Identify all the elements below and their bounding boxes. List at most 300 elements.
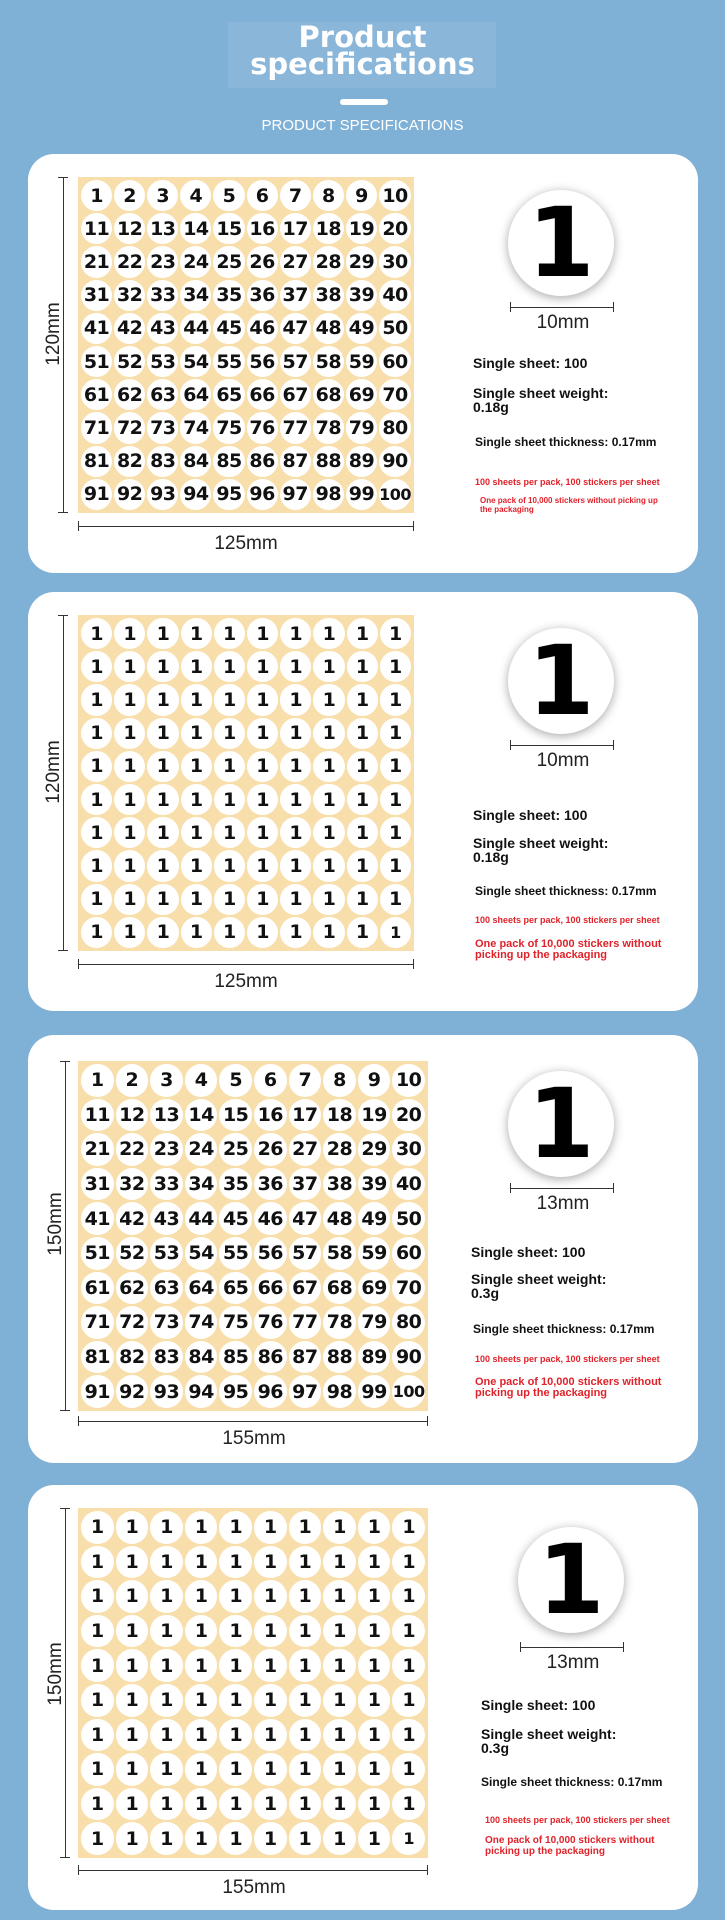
sticker-dot: 22 xyxy=(116,1133,149,1166)
dimension-tick xyxy=(78,521,79,531)
sticker-dot: 1 xyxy=(254,1822,287,1855)
page-title xyxy=(0,20,725,81)
sticker-sheet xyxy=(78,1508,428,1858)
dimension-tick xyxy=(60,1508,70,1509)
width-label: 125mm xyxy=(214,533,278,554)
sticker-dot: 1 xyxy=(81,1684,114,1717)
diameter-label: 10mm xyxy=(536,750,590,771)
sticker-dot: 1 xyxy=(247,784,278,815)
sticker-dot: 17 xyxy=(289,1099,322,1132)
sticker-dot: 1 xyxy=(81,1788,114,1821)
pack-note: 100 sheets per pack, 100 stickers per sheet xyxy=(475,477,660,487)
sticker-dot: 43 xyxy=(150,1202,183,1235)
pack-total: One pack of 10,000 stickers without picking up the packaging xyxy=(485,1835,655,1857)
sticker-dot: 58 xyxy=(323,1237,356,1270)
dimension-tick xyxy=(427,1865,428,1875)
sticker-dot: 1 xyxy=(219,1788,252,1821)
sticker-dot: 1 xyxy=(358,1822,391,1855)
sticker-dot: 39 xyxy=(346,280,377,311)
sticker-dot: 1 xyxy=(214,751,245,782)
sticker-dot: 70 xyxy=(379,379,411,410)
weight-value: 0.18g xyxy=(473,399,509,415)
sticker-dot: 1 xyxy=(150,1684,183,1717)
sticker-dot: 1 xyxy=(289,1649,322,1682)
sticker-dot: 95 xyxy=(219,1375,252,1408)
pack-total: One pack of 10,000 stickers without picking up the packaging xyxy=(475,1376,662,1399)
sticker-dot: 1 xyxy=(81,618,112,649)
weight-label: Single sheet weight: xyxy=(473,385,609,401)
sticker-dot: 1 xyxy=(358,1546,391,1579)
sticker-dot: 80 xyxy=(392,1306,425,1339)
height-label: 150mm xyxy=(45,1192,66,1256)
sticker-dot: 1 xyxy=(181,718,212,749)
sticker-dot: 1 xyxy=(114,884,145,915)
sticker-dot: 1 xyxy=(214,784,245,815)
sticker-dot: 1 xyxy=(380,784,411,815)
sticker-dot: 1 xyxy=(150,1615,183,1648)
sticker-dot: 1 xyxy=(392,1753,425,1786)
dimension-tick xyxy=(78,1865,79,1875)
sticker-dot: 1 xyxy=(347,884,378,915)
sticker-dot: 54 xyxy=(180,346,211,377)
sticker-dot: 57 xyxy=(280,346,311,377)
sticker-dot: 1 xyxy=(392,1511,425,1544)
sticker-dot: 4 xyxy=(185,1064,218,1097)
sticker-dot: 13 xyxy=(150,1099,183,1132)
sticker-dot: 8 xyxy=(313,180,344,211)
diameter-line xyxy=(510,745,614,746)
sticker-dot: 65 xyxy=(219,1272,252,1305)
sticker-dot: 50 xyxy=(379,313,411,344)
sticker-dot: 31 xyxy=(81,1168,114,1201)
sticker-dot: 10 xyxy=(379,180,411,211)
sticker-dot: 1 xyxy=(254,1684,287,1717)
sticker-dot: 33 xyxy=(150,1168,183,1201)
sticker-dot: 1 xyxy=(323,1788,356,1821)
sticker-dot: 1 xyxy=(147,618,178,649)
pack-note: 100 sheets per pack, 100 stickers per sheet xyxy=(475,1354,660,1364)
sticker-dot: 1 xyxy=(289,1511,322,1544)
sticker-dot: 1 xyxy=(81,180,112,211)
sticker-sheet xyxy=(78,177,414,513)
sticker-dot: 46 xyxy=(254,1202,287,1235)
sticker-dot: 87 xyxy=(280,446,311,477)
sticker-dot: 1 xyxy=(116,1580,149,1613)
sticker-dot: 1 xyxy=(380,684,411,715)
sticker-dot: 1 xyxy=(280,850,311,881)
sticker-dot: 3 xyxy=(147,180,178,211)
sticker-dot: 69 xyxy=(346,379,377,410)
sticker-dot: 1 xyxy=(358,1684,391,1717)
sheet-count: Single sheet: 100 xyxy=(473,807,588,823)
sticker-dot: 10 xyxy=(392,1064,425,1097)
sticker-dot: 73 xyxy=(150,1306,183,1339)
width-dimension-line xyxy=(78,1870,428,1871)
sticker-dot: 98 xyxy=(323,1375,356,1408)
sticker-dot: 63 xyxy=(147,379,178,410)
sticker-dot: 61 xyxy=(81,1272,114,1305)
sticker-dot: 1 xyxy=(392,1546,425,1579)
sticker-dot: 1 xyxy=(147,817,178,848)
sticker-dot: 24 xyxy=(185,1133,218,1166)
sticker-dot: 75 xyxy=(213,412,244,443)
sticker-dot: 21 xyxy=(81,1133,114,1166)
sticker-dot: 18 xyxy=(323,1099,356,1132)
sticker-dot: 1 xyxy=(150,1753,183,1786)
sticker-dot: 12 xyxy=(116,1099,149,1132)
sticker-dot: 77 xyxy=(280,412,311,443)
sticker-dot: 21 xyxy=(81,246,112,277)
sticker-dot: 51 xyxy=(81,346,112,377)
sticker-dot: 87 xyxy=(289,1341,322,1374)
sticker-dot: 1 xyxy=(347,817,378,848)
sticker-dot: 1 xyxy=(313,718,344,749)
sticker-dot: 1 xyxy=(181,651,212,682)
sticker-dot: 97 xyxy=(289,1375,322,1408)
sticker-dot: 1 xyxy=(280,684,311,715)
sticker-dot: 1 xyxy=(214,651,245,682)
sticker-dot: 86 xyxy=(254,1341,287,1374)
diameter-label: 13mm xyxy=(546,1652,600,1673)
sticker-dot: 43 xyxy=(147,313,178,344)
diameter-line xyxy=(510,1188,614,1189)
sticker-dot: 1 xyxy=(323,1822,356,1855)
height-label: 150mm xyxy=(45,1642,66,1706)
sticker-dot: 7 xyxy=(289,1064,322,1097)
sticker-dot: 76 xyxy=(247,412,278,443)
dimension-tick xyxy=(60,1061,70,1062)
sticker-dot: 5 xyxy=(213,180,244,211)
sticker-dot: 65 xyxy=(213,379,244,410)
sticker-dot: 74 xyxy=(180,412,211,443)
sticker-dot: 1 xyxy=(247,718,278,749)
sticker-dot: 7 xyxy=(280,180,311,211)
sticker-dot: 1 xyxy=(289,1546,322,1579)
sheet-thickness: Single sheet thickness: 0.17mm xyxy=(473,1322,655,1336)
sticker-dot: 54 xyxy=(185,1237,218,1270)
sticker-dot: 1 xyxy=(181,884,212,915)
sticker-dot: 56 xyxy=(247,346,278,377)
sticker-dot: 85 xyxy=(219,1341,252,1374)
sticker-dot: 1 xyxy=(147,917,178,948)
sticker-dot: 1 xyxy=(181,684,212,715)
sticker-dot: 94 xyxy=(180,479,211,510)
sticker-dot: 1 xyxy=(147,718,178,749)
sticker-dot: 1 xyxy=(380,718,411,749)
sheet-count: Single sheet: 100 xyxy=(481,1697,596,1713)
spec-card-1 xyxy=(28,154,698,573)
sticker-dot: 1 xyxy=(323,1649,356,1682)
sticker-dot: 100 xyxy=(392,1375,425,1408)
sticker-dot: 1 xyxy=(185,1615,218,1648)
sticker-dot: 67 xyxy=(280,379,311,410)
sticker-dot: 1 xyxy=(114,917,145,948)
sticker-dot: 1 xyxy=(247,684,278,715)
sticker-dot: 1 xyxy=(313,618,344,649)
sticker-dot: 38 xyxy=(323,1168,356,1201)
spec-card-4 xyxy=(28,1485,698,1910)
sticker-dot: 1 xyxy=(392,1719,425,1752)
sticker-sheet xyxy=(78,615,414,951)
sticker-dot: 1 xyxy=(323,1615,356,1648)
sticker-dot: 1 xyxy=(181,784,212,815)
sticker-dot: 76 xyxy=(254,1306,287,1339)
sticker-dot: 28 xyxy=(313,246,344,277)
sticker-dot: 52 xyxy=(116,1237,149,1270)
sticker-dot: 34 xyxy=(180,280,211,311)
sticker-dot: 74 xyxy=(185,1306,218,1339)
sticker-dot: 29 xyxy=(346,246,377,277)
sticker-dot: 1 xyxy=(116,1753,149,1786)
sample-sticker: 1 xyxy=(508,190,614,296)
sticker-dot: 1 xyxy=(347,751,378,782)
sticker-dot: 1 xyxy=(181,751,212,782)
sticker-dot: 84 xyxy=(185,1341,218,1374)
sticker-dot: 1 xyxy=(247,751,278,782)
sticker-dot: 20 xyxy=(379,213,411,244)
sticker-dot: 97 xyxy=(280,479,311,510)
sticker-dot: 36 xyxy=(247,280,278,311)
sticker-dot: 47 xyxy=(289,1202,322,1235)
sticker-dot: 1 xyxy=(323,1684,356,1717)
sticker-dot: 96 xyxy=(247,479,278,510)
sticker-dot: 90 xyxy=(379,446,411,477)
sticker-dot: 68 xyxy=(323,1272,356,1305)
sticker-dot: 26 xyxy=(247,246,278,277)
sticker-dot: 62 xyxy=(114,379,145,410)
title-underline xyxy=(340,99,388,105)
sticker-dot: 1 xyxy=(280,751,311,782)
sheet-thickness: Single sheet thickness: 0.17mm xyxy=(475,884,657,898)
sticker-dot: 32 xyxy=(116,1168,149,1201)
sample-sticker: 1 xyxy=(508,1071,614,1177)
sticker-dot: 1 xyxy=(116,1719,149,1752)
sticker-dot: 1 xyxy=(147,850,178,881)
sticker-dot: 1 xyxy=(114,651,145,682)
sticker-dot: 1 xyxy=(219,1511,252,1544)
weight-value: 0.18g xyxy=(473,849,509,865)
dimension-tick xyxy=(510,1183,511,1193)
sticker-dot: 1 xyxy=(247,618,278,649)
sticker-dot: 52 xyxy=(114,346,145,377)
dimension-tick xyxy=(427,1416,428,1426)
sticker-dot: 1 xyxy=(219,1719,252,1752)
sticker-dot: 40 xyxy=(392,1168,425,1201)
dimension-tick xyxy=(413,521,414,531)
sticker-dot: 78 xyxy=(323,1306,356,1339)
sticker-dot: 42 xyxy=(116,1202,149,1235)
sticker-dot: 99 xyxy=(346,479,377,510)
sticker-dot: 8 xyxy=(323,1064,356,1097)
diameter-label: 13mm xyxy=(536,1193,590,1214)
sticker-dot: 1 xyxy=(214,917,245,948)
sticker-dot: 1 xyxy=(219,1649,252,1682)
sticker-dot: 9 xyxy=(358,1064,391,1097)
sticker-dot: 45 xyxy=(213,313,244,344)
sticker-dot: 1 xyxy=(313,784,344,815)
sticker-dot: 64 xyxy=(185,1272,218,1305)
sticker-dot: 1 xyxy=(185,1753,218,1786)
sticker-dot: 18 xyxy=(313,213,344,244)
sticker-dot: 1 xyxy=(323,1580,356,1613)
sticker-dot: 31 xyxy=(81,280,112,311)
sticker-dot: 1 xyxy=(114,684,145,715)
sticker-dot: 1 xyxy=(81,917,112,948)
sticker-dot: 78 xyxy=(313,412,344,443)
sticker-dot: 88 xyxy=(323,1341,356,1374)
sticker-dot: 44 xyxy=(185,1202,218,1235)
sticker-dot: 1 xyxy=(81,1822,114,1855)
sticker-dot: 1 xyxy=(313,684,344,715)
sticker-dot: 1 xyxy=(185,1546,218,1579)
dimension-tick xyxy=(60,1857,70,1858)
sticker-dot: 33 xyxy=(147,280,178,311)
sticker-dot: 1 xyxy=(114,618,145,649)
sticker-dot: 1 xyxy=(114,817,145,848)
sticker-dot: 9 xyxy=(346,180,377,211)
sticker-dot: 51 xyxy=(81,1237,114,1270)
sticker-dot: 93 xyxy=(150,1375,183,1408)
height-label: 120mm xyxy=(43,740,64,804)
sticker-dot: 100 xyxy=(379,479,411,510)
sticker-dot: 23 xyxy=(150,1133,183,1166)
sticker-dot: 1 xyxy=(147,751,178,782)
dimension-tick xyxy=(58,512,68,513)
sheet-weight xyxy=(473,836,608,864)
sticker-dot: 1 xyxy=(214,618,245,649)
width-dimension-line xyxy=(78,1421,428,1422)
pack-total: One pack of 10,000 stickers without picking up the packaging xyxy=(475,938,662,961)
sticker-dot: 56 xyxy=(254,1237,287,1270)
dimension-tick xyxy=(520,1642,521,1652)
sticker-dot: 1 xyxy=(392,1649,425,1682)
dimension-tick xyxy=(510,302,511,312)
sticker-dot: 53 xyxy=(147,346,178,377)
sticker-dot: 1 xyxy=(392,1580,425,1613)
sticker-dot: 11 xyxy=(81,213,112,244)
sticker-dot: 91 xyxy=(81,1375,114,1408)
sticker-dot: 57 xyxy=(289,1237,322,1270)
sticker-dot: 1 xyxy=(347,917,378,948)
sticker-dot: 1 xyxy=(247,817,278,848)
sticker-dot: 61 xyxy=(81,379,112,410)
sticker-dot: 63 xyxy=(150,1272,183,1305)
sheet-thickness: Single sheet thickness: 0.17mm xyxy=(475,435,657,449)
width-dimension-line xyxy=(78,964,414,965)
sticker-dot: 95 xyxy=(213,479,244,510)
sticker-dot: 72 xyxy=(114,412,145,443)
sticker-dot: 14 xyxy=(180,213,211,244)
pack-total: One pack of 10,000 stickers without picking up the packaging xyxy=(480,496,658,514)
sticker-dot: 29 xyxy=(358,1133,391,1166)
diameter-line xyxy=(510,307,614,308)
sticker-dot: 4 xyxy=(180,180,211,211)
sticker-dot: 13 xyxy=(147,213,178,244)
sticker-dot: 50 xyxy=(392,1202,425,1235)
sticker-dot: 37 xyxy=(289,1168,322,1201)
sticker-dot: 1 xyxy=(323,1511,356,1544)
sticker-dot: 1 xyxy=(313,850,344,881)
sticker-dot: 1 xyxy=(347,850,378,881)
sticker-dot: 1 xyxy=(214,884,245,915)
dimension-tick xyxy=(58,615,68,616)
spec-card-2 xyxy=(28,592,698,1011)
width-label: 155mm xyxy=(222,1428,286,1449)
sticker-dot: 1 xyxy=(150,1649,183,1682)
sticker-dot: 20 xyxy=(392,1099,425,1132)
sticker-dot: 71 xyxy=(81,1306,114,1339)
sticker-dot: 70 xyxy=(392,1272,425,1305)
sticker-dot: 1 xyxy=(392,1615,425,1648)
sticker-dot: 1 xyxy=(185,1511,218,1544)
sticker-dot: 38 xyxy=(313,280,344,311)
sticker-dot: 39 xyxy=(358,1168,391,1201)
sticker-dot: 60 xyxy=(379,346,411,377)
sticker-dot: 1 xyxy=(347,684,378,715)
sticker-dot: 1 xyxy=(214,684,245,715)
sticker-dot: 30 xyxy=(379,246,411,277)
sheet-weight xyxy=(481,1727,616,1755)
sticker-dot: 47 xyxy=(280,313,311,344)
sticker-dot: 1 xyxy=(358,1753,391,1786)
sticker-dot: 64 xyxy=(180,379,211,410)
width-label: 155mm xyxy=(222,1877,286,1898)
sheet-weight xyxy=(471,1272,606,1300)
sticker-dot: 1 xyxy=(280,917,311,948)
sticker-dot: 81 xyxy=(81,1341,114,1374)
sticker-dot: 73 xyxy=(147,412,178,443)
spec-card-3 xyxy=(28,1035,698,1463)
sticker-dot: 19 xyxy=(346,213,377,244)
sticker-dot: 1 xyxy=(116,1684,149,1717)
sticker-dot: 1 xyxy=(358,1719,391,1752)
sticker-dot: 1 xyxy=(81,850,112,881)
sticker-dot: 42 xyxy=(114,313,145,344)
sticker-dot: 1 xyxy=(219,1753,252,1786)
sticker-dot: 46 xyxy=(247,313,278,344)
sticker-dot: 1 xyxy=(181,618,212,649)
sticker-dot: 22 xyxy=(114,246,145,277)
sticker-dot: 83 xyxy=(147,446,178,477)
sticker-dot: 1 xyxy=(380,884,411,915)
sticker-dot: 1 xyxy=(280,618,311,649)
sticker-dot: 1 xyxy=(114,718,145,749)
sticker-dot: 2 xyxy=(116,1064,149,1097)
sticker-dot: 1 xyxy=(254,1580,287,1613)
sample-sticker: 1 xyxy=(508,628,614,734)
sticker-dot: 1 xyxy=(81,884,112,915)
title-line-2: specifications xyxy=(250,47,475,81)
weight-label: Single sheet weight: xyxy=(473,835,609,851)
sticker-dot: 1 xyxy=(347,718,378,749)
sticker-dot: 85 xyxy=(213,446,244,477)
sheet-weight xyxy=(473,386,608,414)
sticker-dot: 94 xyxy=(185,1375,218,1408)
sticker-dot: 6 xyxy=(254,1064,287,1097)
sheet-count: Single sheet: 100 xyxy=(473,355,588,371)
sticker-dot: 1 xyxy=(81,1753,114,1786)
sticker-dot: 99 xyxy=(358,1375,391,1408)
sticker-dot: 92 xyxy=(116,1375,149,1408)
sticker-dot: 66 xyxy=(254,1272,287,1305)
sticker-dot: 1 xyxy=(247,850,278,881)
sticker-dot: 1 xyxy=(247,884,278,915)
sticker-dot: 1 xyxy=(147,651,178,682)
sticker-dot: 1 xyxy=(150,1511,183,1544)
sticker-dot: 90 xyxy=(392,1341,425,1374)
sticker-dot: 1 xyxy=(347,651,378,682)
sticker-dot: 1 xyxy=(323,1753,356,1786)
